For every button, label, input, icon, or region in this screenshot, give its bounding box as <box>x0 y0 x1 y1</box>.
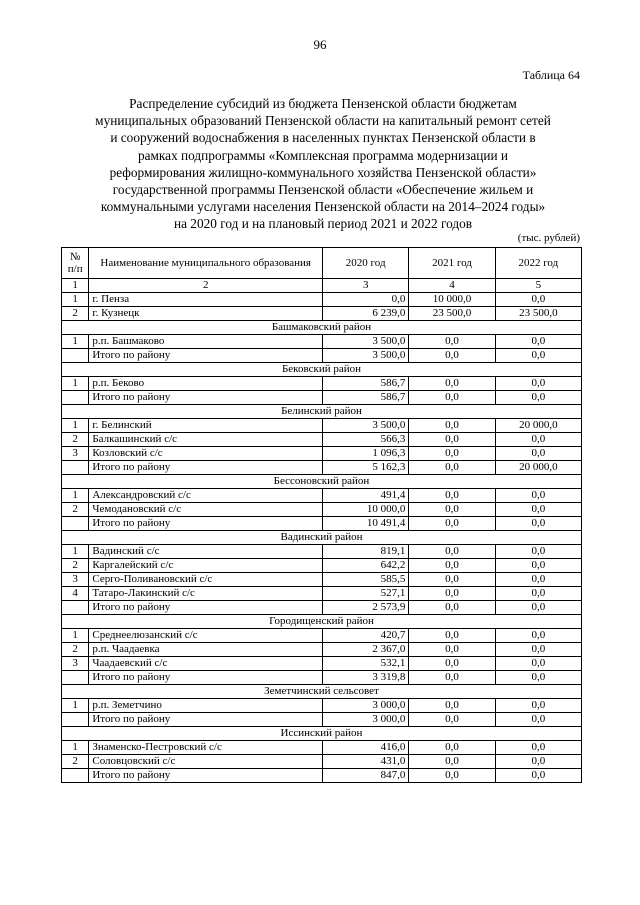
value-2022: 0,0 <box>495 643 581 657</box>
value-2020: 3 500,0 <box>323 349 409 363</box>
municipality-name: Чемодановский с/с <box>89 503 323 517</box>
column-number: 3 <box>323 279 409 293</box>
row-number: 1 <box>62 335 89 349</box>
row-number: 1 <box>62 545 89 559</box>
value-2020: 527,1 <box>323 587 409 601</box>
municipality-name: г. Пенза <box>89 293 323 307</box>
value-2022: 0,0 <box>495 713 581 727</box>
table-row <box>62 293 582 307</box>
district-row <box>62 405 582 419</box>
value-2022: 0,0 <box>495 629 581 643</box>
value-2020: 819,1 <box>323 545 409 559</box>
value-2022: 0,0 <box>495 391 581 405</box>
value-2022: 20 000,0 <box>495 419 581 433</box>
municipality-name: Среднеелюзанский с/с <box>89 629 323 643</box>
value-2020: 2 367,0 <box>323 643 409 657</box>
title-line: муниципальных образований Пензенской области на капитальный ремонт сетей <box>95 113 551 129</box>
table-row <box>62 559 582 573</box>
district-name: Земетчинский сельсовет <box>62 685 582 699</box>
value-2022: 0,0 <box>495 545 581 559</box>
district-name: Вадинский район <box>62 531 582 545</box>
municipality-name: р.п. Земетчино <box>89 699 323 713</box>
subsidy-table <box>61 247 582 783</box>
value-2021: 0,0 <box>409 643 495 657</box>
header-cell: 2021 год <box>409 248 495 279</box>
value-2021: 0,0 <box>409 517 495 531</box>
table-row <box>62 545 582 559</box>
value-2020: 847,0 <box>323 769 409 783</box>
header-cell: 2020 год <box>323 248 409 279</box>
row-number <box>62 671 89 685</box>
value-2021: 0,0 <box>409 391 495 405</box>
row-number: 3 <box>62 573 89 587</box>
value-2021: 0,0 <box>409 755 495 769</box>
municipality-name: г. Белинский <box>89 419 323 433</box>
value-2020: 3 000,0 <box>323 699 409 713</box>
row-number: 2 <box>62 433 89 447</box>
municipality-name: Итого по району <box>89 349 323 363</box>
table-row <box>62 433 582 447</box>
column-number: 2 <box>89 279 323 293</box>
value-2021: 0,0 <box>409 741 495 755</box>
total-row <box>62 769 582 783</box>
value-2021: 10 000,0 <box>409 293 495 307</box>
column-number: 5 <box>495 279 581 293</box>
value-2022: 0,0 <box>495 601 581 615</box>
row-number: 1 <box>62 629 89 643</box>
total-row <box>62 713 582 727</box>
row-number <box>62 769 89 783</box>
row-number: 1 <box>62 293 89 307</box>
column-number-row <box>62 279 582 293</box>
municipality-name: Итого по району <box>89 601 323 615</box>
row-number: 2 <box>62 559 89 573</box>
row-number <box>62 713 89 727</box>
total-row <box>62 461 582 475</box>
title-line: Распределение субсидий из бюджета Пензенской области бюджетам <box>129 96 517 111</box>
district-row <box>62 615 582 629</box>
table-row <box>62 489 582 503</box>
value-2022: 20 000,0 <box>495 461 581 475</box>
value-2021: 0,0 <box>409 587 495 601</box>
value-2022: 0,0 <box>495 699 581 713</box>
district-row <box>62 321 582 335</box>
title-line: коммунальными услугами населения Пензенской области на 2014–2024 годы» <box>100 199 546 215</box>
value-2022: 0,0 <box>495 587 581 601</box>
row-number: 2 <box>62 643 89 657</box>
value-2020: 431,0 <box>323 755 409 769</box>
table-row <box>62 587 582 601</box>
row-number: 2 <box>62 755 89 769</box>
document-title <box>68 95 578 233</box>
total-row <box>62 391 582 405</box>
table-body <box>62 293 582 783</box>
row-number: 1 <box>62 489 89 503</box>
table-row <box>62 643 582 657</box>
value-2021: 0,0 <box>409 769 495 783</box>
value-2020: 1 096,3 <box>323 447 409 461</box>
value-2022: 0,0 <box>495 517 581 531</box>
municipality-name: Александровский с/с <box>89 489 323 503</box>
value-2020: 566,3 <box>323 433 409 447</box>
value-2021: 0,0 <box>409 335 495 349</box>
value-2020: 10 000,0 <box>323 503 409 517</box>
table-row <box>62 629 582 643</box>
row-number <box>62 391 89 405</box>
district-name: Башмаковский район <box>62 321 582 335</box>
value-2022: 0,0 <box>495 573 581 587</box>
value-2021: 0,0 <box>409 629 495 643</box>
value-2021: 0,0 <box>409 461 495 475</box>
municipality-name: р.п. Беково <box>89 377 323 391</box>
title-line: реформирования жилищно-коммунального хозяйства Пензенской области» <box>109 164 537 180</box>
total-row <box>62 671 582 685</box>
title-line: на 2020 год и на плановый период 2021 и 2022 годов <box>173 216 473 232</box>
municipality-name: Соловцовский с/с <box>89 755 323 769</box>
table-row <box>62 307 582 321</box>
row-number: 4 <box>62 587 89 601</box>
value-2020: 10 491,4 <box>323 517 409 531</box>
value-2021: 23 500,0 <box>409 307 495 321</box>
value-2022: 0,0 <box>495 503 581 517</box>
value-2020: 5 162,3 <box>323 461 409 475</box>
value-2020: 586,7 <box>323 391 409 405</box>
district-row <box>62 363 582 377</box>
district-row <box>62 475 582 489</box>
value-2022: 0,0 <box>495 349 581 363</box>
header-cell: Наименование муниципального образования <box>89 248 323 279</box>
value-2022: 0,0 <box>495 377 581 391</box>
value-2021: 0,0 <box>409 671 495 685</box>
value-2022: 0,0 <box>495 741 581 755</box>
value-2020: 2 573,9 <box>323 601 409 615</box>
value-2022: 0,0 <box>495 671 581 685</box>
table-row <box>62 447 582 461</box>
table-row <box>62 657 582 671</box>
table-row <box>62 573 582 587</box>
value-2020: 420,7 <box>323 629 409 643</box>
row-number: 1 <box>62 741 89 755</box>
row-number: 1 <box>62 377 89 391</box>
row-number: 2 <box>62 307 89 321</box>
value-2022: 0,0 <box>495 293 581 307</box>
table-row <box>62 755 582 769</box>
district-row <box>62 531 582 545</box>
row-number <box>62 349 89 363</box>
municipality-name: Козловский с/с <box>89 447 323 461</box>
total-row <box>62 349 582 363</box>
value-2022: 0,0 <box>495 433 581 447</box>
value-2022: 0,0 <box>495 489 581 503</box>
district-name: Бековский район <box>62 363 582 377</box>
value-2020: 416,0 <box>323 741 409 755</box>
municipality-name: г. Кузнецк <box>89 307 323 321</box>
value-2020: 6 239,0 <box>323 307 409 321</box>
district-name: Городищенский район <box>62 615 582 629</box>
table-row <box>62 699 582 713</box>
municipality-name: Итого по району <box>89 713 323 727</box>
header-cell: 2022 год <box>495 248 581 279</box>
units-label: (тыс. рублей) <box>517 232 580 244</box>
value-2022: 0,0 <box>495 755 581 769</box>
value-2020: 3 500,0 <box>323 419 409 433</box>
value-2021: 0,0 <box>409 573 495 587</box>
value-2020: 642,2 <box>323 559 409 573</box>
value-2020: 3 500,0 <box>323 335 409 349</box>
value-2022: 23 500,0 <box>495 307 581 321</box>
value-2020: 532,1 <box>323 657 409 671</box>
row-number: 3 <box>62 447 89 461</box>
page-number: 96 <box>313 37 327 52</box>
table-row <box>62 335 582 349</box>
value-2021: 0,0 <box>409 657 495 671</box>
row-number <box>62 461 89 475</box>
municipality-name: Каргалейский с/с <box>89 559 323 573</box>
value-2021: 0,0 <box>409 447 495 461</box>
row-number: 1 <box>62 699 89 713</box>
value-2020: 586,7 <box>323 377 409 391</box>
table-row <box>62 377 582 391</box>
municipality-name: р.п. Чаадаевка <box>89 643 323 657</box>
value-2020: 0,0 <box>323 293 409 307</box>
municipality-name: Итого по району <box>89 461 323 475</box>
value-2022: 0,0 <box>495 335 581 349</box>
row-number <box>62 601 89 615</box>
value-2020: 3 319,8 <box>323 671 409 685</box>
value-2021: 0,0 <box>409 433 495 447</box>
header-cell: № п/п <box>62 248 89 279</box>
table-row <box>62 419 582 433</box>
value-2020: 3 000,0 <box>323 713 409 727</box>
municipality-name: Татаро-Лакинский с/с <box>89 587 323 601</box>
value-2021: 0,0 <box>409 545 495 559</box>
table-row <box>62 741 582 755</box>
value-2020: 491,4 <box>323 489 409 503</box>
value-2021: 0,0 <box>409 419 495 433</box>
row-number: 1 <box>62 419 89 433</box>
row-number <box>62 517 89 531</box>
total-row <box>62 601 582 615</box>
value-2021: 0,0 <box>409 559 495 573</box>
municipality-name: Вадинский с/с <box>89 545 323 559</box>
header-row <box>62 248 582 279</box>
row-number: 3 <box>62 657 89 671</box>
value-2022: 0,0 <box>495 769 581 783</box>
title-line: рамках подпрограммы «Комплексная программа модернизации и <box>137 147 509 163</box>
value-2021: 0,0 <box>409 699 495 713</box>
value-2021: 0,0 <box>409 601 495 615</box>
table-row <box>62 503 582 517</box>
title-line: государственной программы Пензенской области «Обеспечение жильем и <box>112 182 534 198</box>
district-row <box>62 685 582 699</box>
municipality-name: Серго-Поливановский с/с <box>89 573 323 587</box>
district-row <box>62 727 582 741</box>
value-2021: 0,0 <box>409 503 495 517</box>
district-name: Белинский район <box>62 405 582 419</box>
value-2021: 0,0 <box>409 377 495 391</box>
municipality-name: Итого по району <box>89 671 323 685</box>
municipality-name: Итого по району <box>89 769 323 783</box>
value-2022: 0,0 <box>495 657 581 671</box>
value-2020: 585,5 <box>323 573 409 587</box>
total-row <box>62 517 582 531</box>
municipality-name: Чаадаевский с/с <box>89 657 323 671</box>
title-line: и сооружений водоснабжения в населенных пунктах Пензенской области в <box>110 130 536 146</box>
value-2022: 0,0 <box>495 559 581 573</box>
column-number: 4 <box>409 279 495 293</box>
municipality-name: Балкашинский с/с <box>89 433 323 447</box>
value-2022: 0,0 <box>495 447 581 461</box>
value-2021: 0,0 <box>409 489 495 503</box>
value-2021: 0,0 <box>409 349 495 363</box>
value-2021: 0,0 <box>409 713 495 727</box>
column-number: 1 <box>62 279 89 293</box>
row-number: 2 <box>62 503 89 517</box>
table-label: Таблица 64 <box>522 68 580 82</box>
district-name: Бессоновский район <box>62 475 582 489</box>
municipality-name: р.п. Башмаково <box>89 335 323 349</box>
municipality-name: Знаменско-Пестровский с/с <box>89 741 323 755</box>
municipality-name: Итого по району <box>89 517 323 531</box>
district-name: Иссинский район <box>62 727 582 741</box>
municipality-name: Итого по району <box>89 391 323 405</box>
